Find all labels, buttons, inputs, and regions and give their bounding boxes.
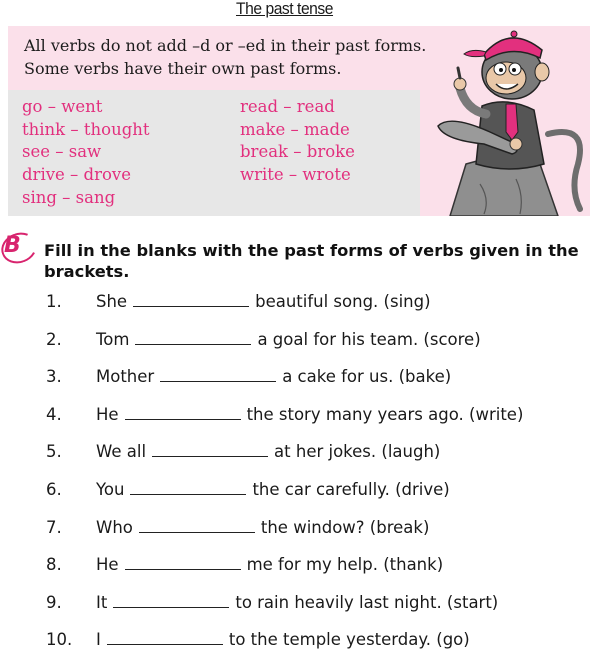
answer-blank[interactable] [152, 442, 268, 457]
question-item [0, 478, 590, 516]
question-item [0, 628, 590, 666]
question-after: at her jokes. (laugh) [274, 442, 441, 462]
section-instructions: Fill in the blanks with the past forms of verbs given in the brackets. [44, 241, 579, 281]
verb-pair: see – saw [22, 142, 102, 162]
question-item [0, 403, 590, 441]
question-number: 2. [46, 329, 62, 349]
question-text [96, 518, 429, 537]
verb-pair: make – made [240, 119, 350, 139]
question-before: It [96, 592, 108, 612]
verb-pair: go – went [22, 97, 103, 116]
question-after: to rain heavily last night. (start) [235, 592, 499, 612]
question-before: He [96, 555, 119, 575]
answer-blank[interactable] [139, 518, 255, 533]
question-text [96, 480, 450, 499]
question-text [96, 630, 470, 649]
question-before: Tom [96, 329, 130, 349]
verb-list-left [22, 96, 150, 210]
question-item [0, 553, 590, 591]
question-after: the car carefully. (drive) [252, 479, 450, 499]
question-text [96, 405, 523, 424]
question-before: She [96, 292, 128, 311]
question-item [0, 591, 590, 629]
question-number: 5. [46, 442, 62, 462]
question-after: the story many years ago. (write) [246, 404, 524, 424]
question-before: You [96, 479, 125, 499]
page-title: The past tense [236, 0, 334, 18]
intro-line-1: All verbs do not add –d or –ed in their past forms. [24, 36, 427, 55]
answer-blank[interactable] [125, 405, 241, 420]
question-text [96, 442, 440, 461]
question-list [0, 290, 590, 666]
question-text [96, 292, 431, 311]
verb-pair: think – thought [22, 119, 150, 139]
question-item [0, 516, 590, 554]
question-before: I [96, 630, 101, 650]
question-number: 4. [46, 404, 62, 424]
question-item [0, 290, 590, 328]
monkey-mascot-icon [420, 14, 590, 216]
question-text [96, 593, 498, 612]
question-item [0, 365, 590, 403]
question-text [96, 367, 451, 386]
intro-text [24, 34, 426, 80]
question-number: 6. [46, 479, 62, 499]
answer-blank[interactable] [130, 480, 246, 495]
question-item [0, 440, 590, 478]
question-after: the window? (break) [260, 517, 430, 537]
question-item [0, 328, 590, 366]
question-after: a cake for us. (bake) [282, 367, 452, 387]
question-after: me for my help. (thank) [246, 555, 444, 575]
question-number: 7. [46, 517, 62, 537]
question-number: 3. [46, 367, 62, 387]
question-after: a goal for his team. (score) [257, 329, 481, 349]
question-number: 9. [46, 592, 62, 612]
section-letter: B [4, 233, 21, 258]
question-before: We all [96, 442, 147, 462]
verb-pair: drive – drove [22, 165, 132, 185]
question-after: to the temple yesterday. (go) [228, 630, 470, 650]
question-before: He [96, 404, 119, 424]
question-number: 8. [46, 555, 62, 575]
verb-list-right [240, 96, 355, 187]
answer-blank[interactable] [160, 367, 276, 382]
verb-pair: read – read [240, 97, 335, 116]
answer-blank[interactable] [125, 555, 241, 570]
question-number: 1. [46, 292, 62, 311]
question-before: Who [96, 517, 133, 537]
intro-line-2: Some verbs have their own past forms. [24, 59, 342, 78]
question-text [96, 330, 481, 349]
question-before: Mother [96, 367, 155, 387]
answer-blank[interactable] [107, 630, 223, 645]
verb-pair: break – broke [240, 142, 355, 162]
question-after: beautiful song. (sing) [255, 292, 431, 311]
question-text [96, 555, 443, 574]
answer-blank[interactable] [135, 330, 251, 345]
section-letter-badge [4, 233, 21, 259]
question-number: 10. [46, 630, 73, 650]
verb-pair: write – wrote [240, 165, 351, 185]
answer-blank[interactable] [133, 292, 249, 307]
verb-pairs-box [8, 90, 420, 216]
verb-pair: sing – sang [22, 187, 116, 207]
answer-blank[interactable] [113, 593, 229, 608]
